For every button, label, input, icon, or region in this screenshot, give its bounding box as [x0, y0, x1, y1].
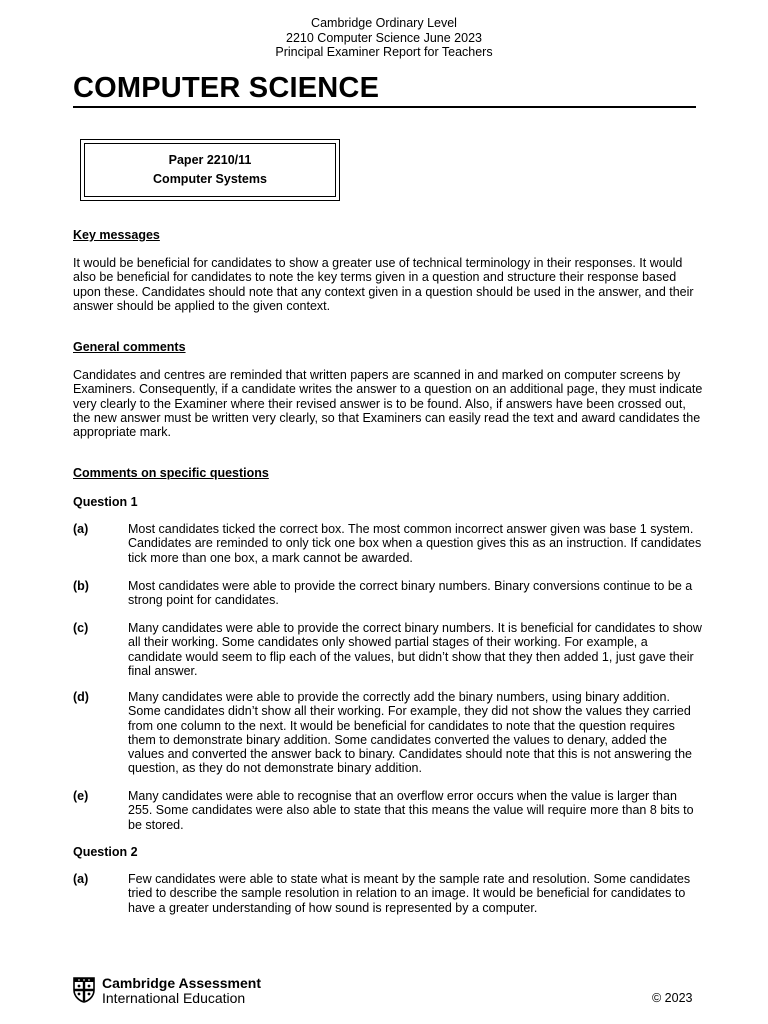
key-messages-heading: Key messages: [73, 228, 160, 242]
title-rule: [73, 106, 696, 108]
item-label: (b): [73, 579, 89, 593]
paper-code: Paper 2210/11: [168, 153, 252, 167]
header-line-1: Cambridge Ordinary Level: [311, 16, 457, 30]
org-name-line-1: Cambridge Assessment: [102, 975, 261, 991]
item-text: Few candidates were able to state what is meant by the sample rate and resolution. Some candidates tried to describe the sample resolution in relation to an image. It would be beneficial for candidates to have a greater understanding of how sound is represented by a computer.: [128, 872, 691, 915]
item-label: (a): [73, 522, 89, 536]
paper-box: [80, 139, 340, 201]
header-line-3: Principal Examiner Report for Teachers: [275, 45, 493, 59]
item-label: (a): [73, 872, 89, 886]
item-text: Most candidates ticked the correct box. The most common incorrect answer given was base 1 system. Candidates are reminded to only tick one box when a question gives this as an instruction. If candidates tick more than one box, a mark cannot be awarded.: [128, 522, 702, 565]
header-line-2: 2210 Computer Science June 2023: [286, 30, 482, 45]
paper-name: Computer Systems: [153, 172, 267, 186]
item-label: (e): [73, 789, 89, 803]
general-comments-heading: General comments: [73, 340, 186, 354]
item-text: Many candidates were able to recognise that an overflow error occurs when the value is larger than 255. Some candidates were also able to state that this means the value will require more than 8 bits to be stored.: [128, 789, 694, 832]
key-messages-text: It would be beneficial for candidates to show a greater use of technical terminology in their responses. It would also be beneficial for candidates to note the key terms given in a question and structure their response based upon these. Candidates should note that any context given in a question should be used in the answer, and their answer should be applied to the given context.: [73, 256, 694, 313]
specific-comments-heading: Comments on specific questions: [73, 466, 269, 480]
page-title: COMPUTER SCIENCE: [73, 72, 380, 104]
item-text: Most candidates were able to provide the correct binary numbers. Binary conversions continue to be a strong point for candidates.: [128, 579, 693, 608]
item-label: (c): [73, 621, 89, 635]
item-text: Many candidates were able to provide the correct binary numbers. It is beneficial for candidates to show all their working. Some candidates only showed partial stages of their working. For example, a candidate would seem to flip each of the values, but didn’t show that they then added 1, just gave their final answer.: [128, 621, 702, 678]
copyright: © 2023: [652, 991, 693, 1005]
cambridge-crest-icon: [73, 977, 95, 1003]
item-text: Many candidates were able to provide the correctly add the binary numbers, using binary addition. Some candidates didn’t show all their working. For example, they did not show the values they carried from one column to the next. It would be beneficial for candidates to note that the question requires them to demonstrate binary addition. Some candidates converted the values to denary, added the values and converted the answer back to binary. Candidates should note that this is not answering the question, as they do not demonstrate binary addition.: [128, 690, 693, 776]
question-2-heading: Question 2: [73, 845, 138, 859]
item-label: (d): [73, 690, 89, 704]
page-header: [0, 16, 768, 60]
general-comments-text: Candidates and centres are reminded that written papers are scanned in and marked on computer screens by Examiners. Consequently, if a candidate writes the answer to a question on an additional page, they must indicate very clearly to the Examiner where their revised answer is to be found. Also, if answers have been crossed out, the new answer must be written very clearly, so that Examiners can easily read the text and award candidates the appropriate mark.: [73, 368, 703, 440]
paper-box-inner: [84, 143, 336, 197]
question-1-heading: Question 1: [73, 495, 138, 509]
org-name-line-2: International Education: [102, 990, 246, 1006]
